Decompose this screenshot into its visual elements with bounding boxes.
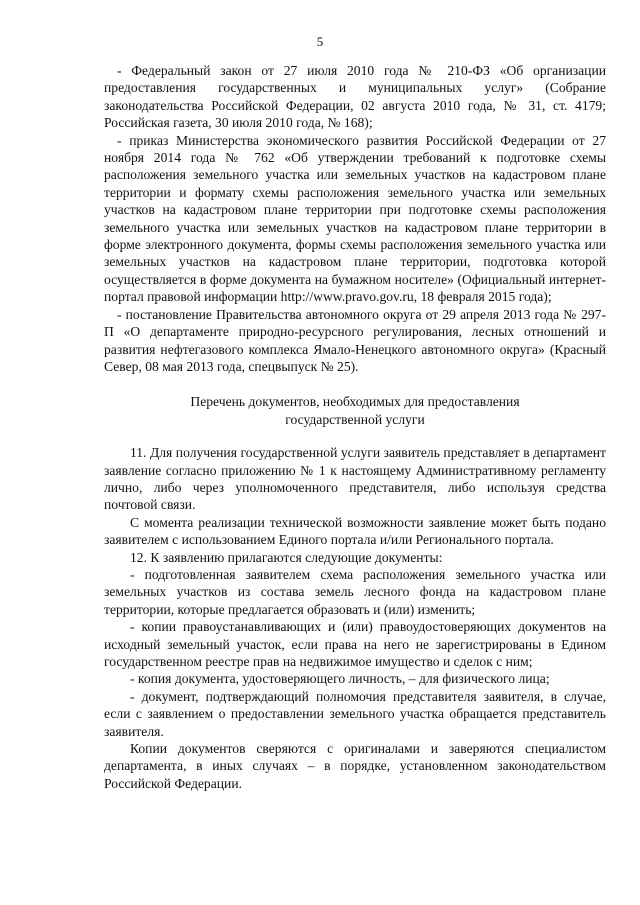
page-number: 5 <box>316 34 324 49</box>
paragraph-ministry-order: - приказ Министерства экономического развития Российской Федерации от 27 ноября 2014 года № 762 «Об утверждении требований к подготовке схемы расположения земельного участка или земельных участков на кадастровом плане территории и формату схемы расположения земельного участка или земельных участков на кадастровом плане территории при подготовке схемы расположения земельного участка или земельных участков на кадастровом плане территории в форме электронного документа, формы схемы расположения земельного участка или земельных участков на кадастровом плане территории, подготовка которой осуществляется в форме документа на бумажном носителе» (Официальный интернет-портал правовой информации http://www.pravo.gov.ru, 18 февраля 2015 года); <box>104 132 606 305</box>
paragraph-federal-law: - Федеральный закон от 27 июля 2010 года № 210-ФЗ «Об организации предоставления государственных и муниципальных услуг» (Собрание законодательства Российской Федерации, 02 августа 2010 года, № 31, ст. 4179; Российская газета, 30 июля 2010 года, № 168); <box>104 63 606 131</box>
section-heading-line-2: государственной услуги <box>285 411 425 427</box>
paragraph-government-resolution: - постановление Правительства автономного округа от 29 апреля 2013 года № 297-П «О департаменте природно-ресурсного регулирования, лесных отношений и развития нефтегазового комплекса Ямало-Ненецкого автономного округа» (Красный Север, 08 мая 2013 года, спецвыпуск № 25). <box>104 306 606 374</box>
paragraph-12: 12. К заявлению прилагаются следующие документы: <box>130 549 443 565</box>
section-heading-line-1: Перечень документов, необходимых для предоставления <box>190 394 520 410</box>
paragraph-electronic-submission: С момента реализации технической возможности заявление может быть подано заявителем с использованием Единого портала и/или Регионального портала. <box>104 514 606 548</box>
paragraph-copies-verification: Копии документов сверяются с оригиналами и заверяются специалистом департамента, в иных случаях – в порядке, установленном законодательством Российской Федерации. <box>104 741 606 791</box>
section-heading <box>104 393 606 428</box>
paragraph-11: 11. Для получения государственной услуги заявитель представляет в департамент заявление согласно приложению № 1 к настоящему Административному регламенту лично, либо через уполномоченного представителя, либо используя средства почтовой связи. <box>104 445 606 513</box>
list-item-scheme: - подготовленная заявителем схема расположения земельного участка или земельных участков из состава земель лесного фонда на кадастровом плане территории, которые предлагается образовать и (или) изменить; <box>104 566 606 617</box>
document-body <box>104 62 606 792</box>
list-item-identity-document: - копия документа, удостоверяющего личность, – для физического лица; <box>130 671 550 687</box>
list-item-title-documents: - копии правоустанавливающих и (или) правоудостоверяющих документов на исходный земельный участок, если права на него не зарегистрированы в Едином государственном реестре прав на недвижимое имущество и сделок с ним; <box>104 619 606 669</box>
list-item-representative-authority: - документ, подтверждающий полномочия представителя заявителя, в случае, если с заявлением о предоставлении земельного участка обращается представитель заявителя. <box>104 688 606 739</box>
